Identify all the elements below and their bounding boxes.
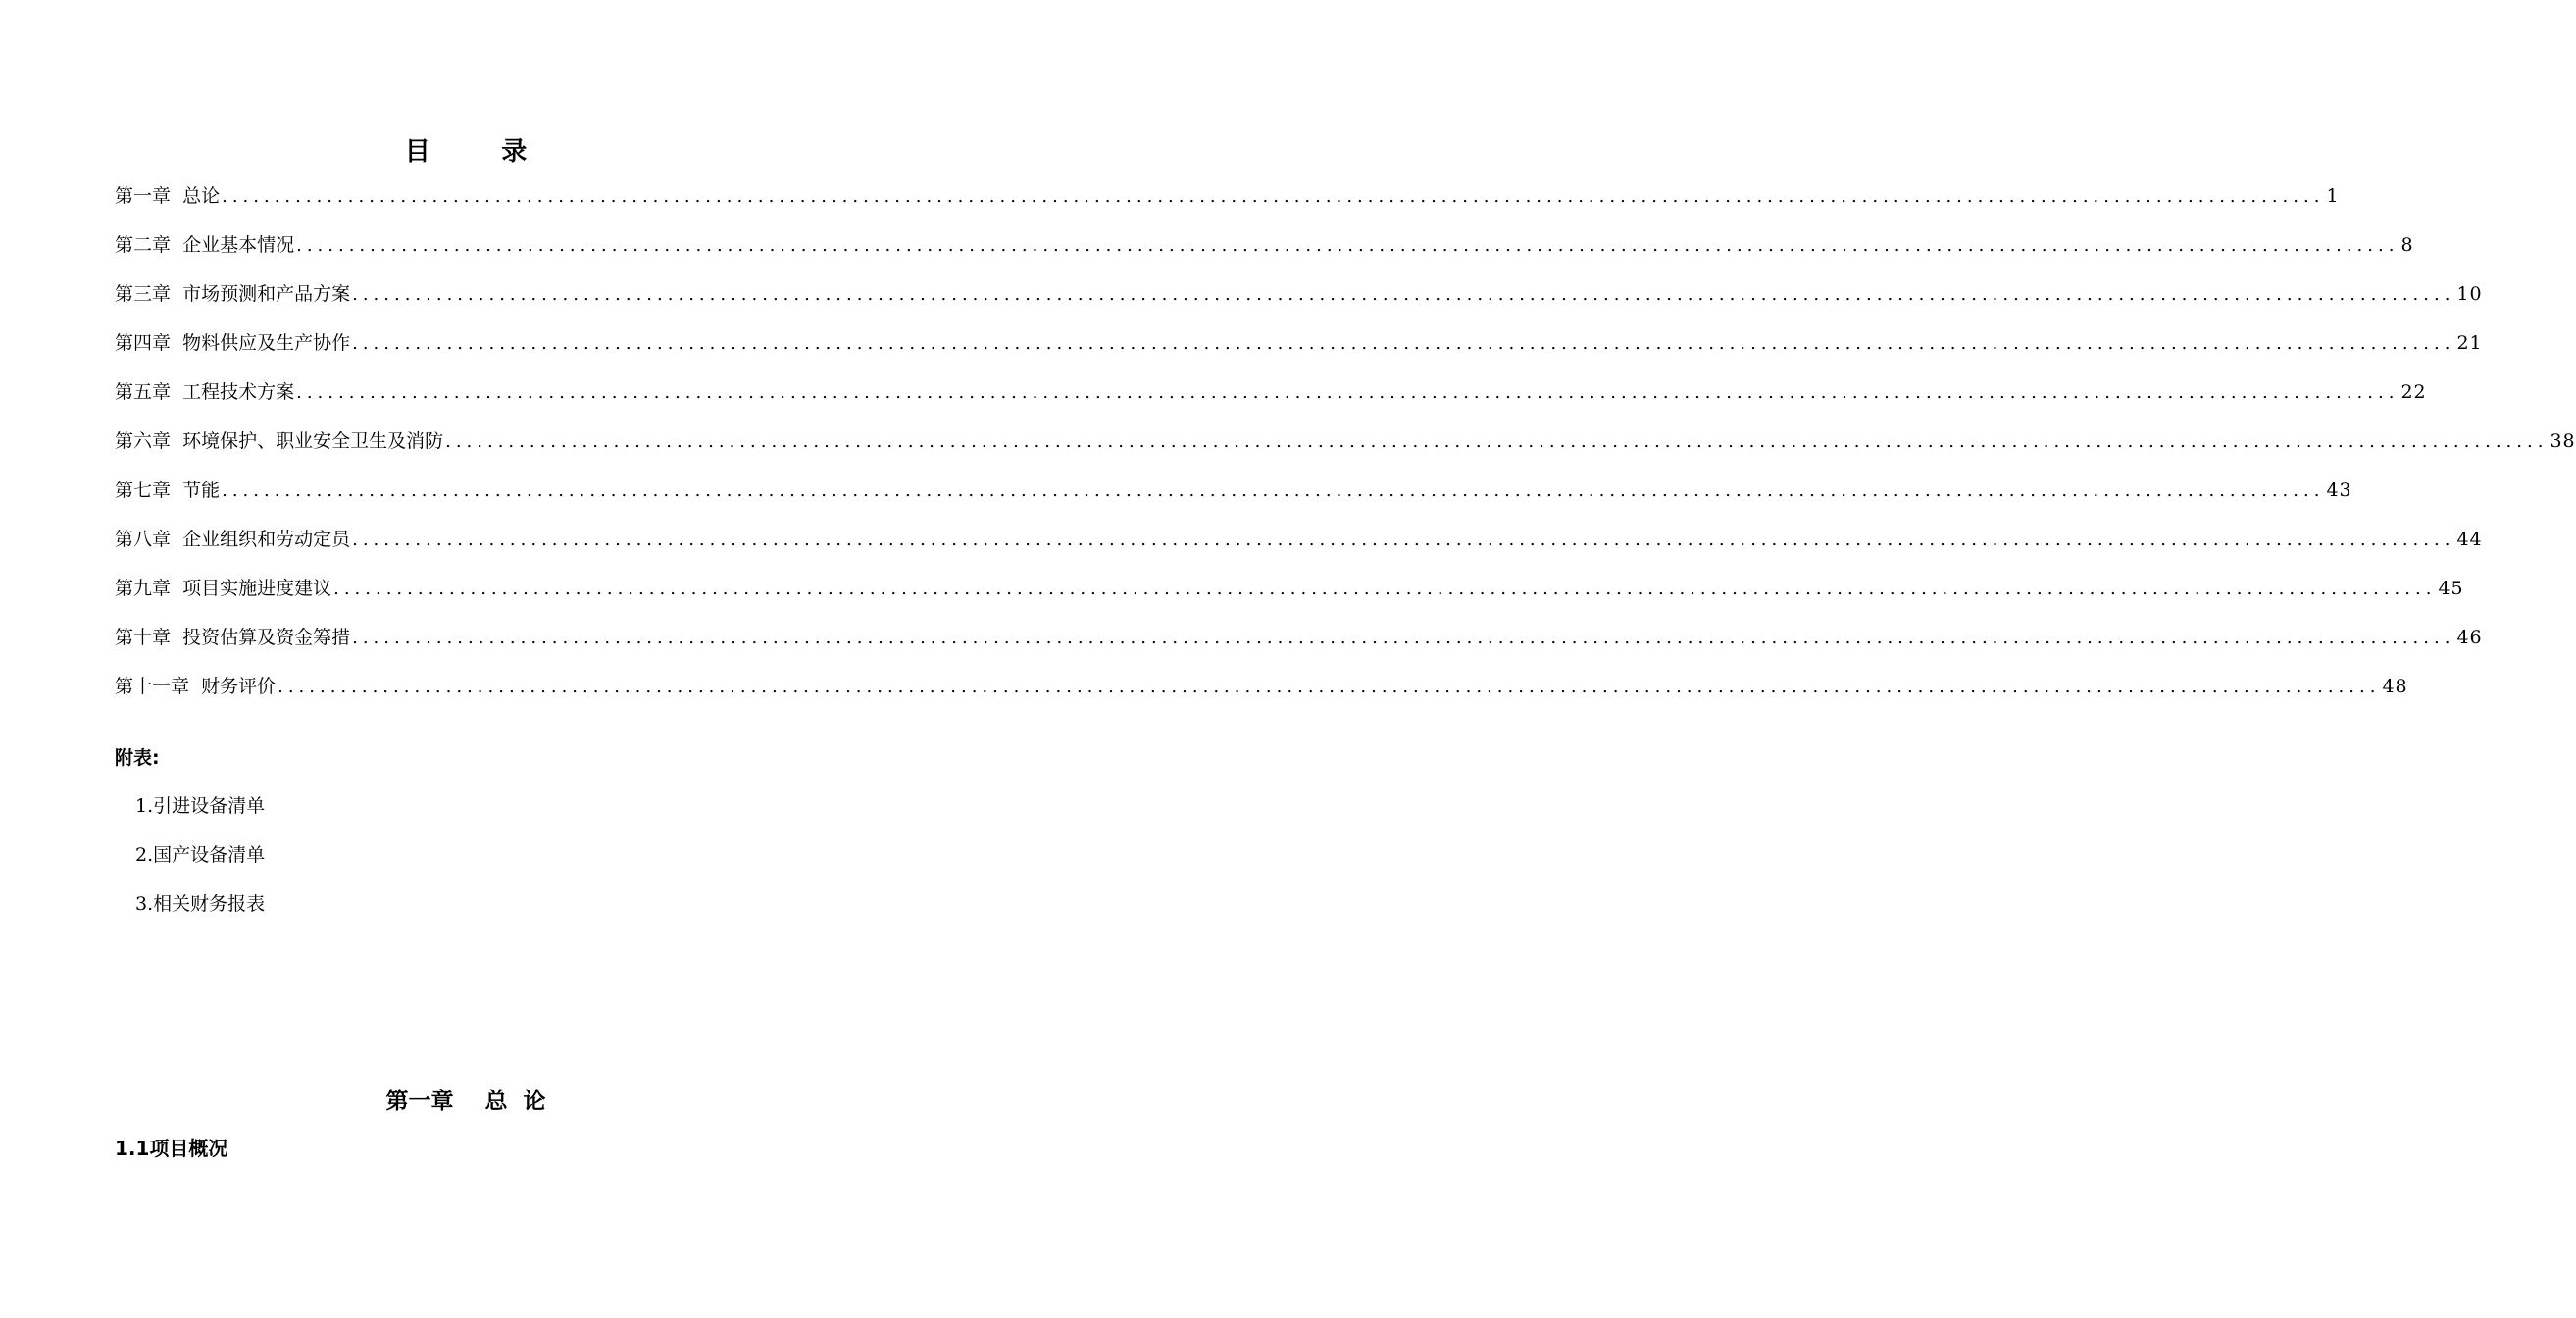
toc-dot-leader: ........................................................................................................................................................................................................ xyxy=(222,481,2325,501)
toc-entry-page: 10 xyxy=(2456,283,2483,305)
toc-dot-leader: ........................................................................................................................................................................................................ xyxy=(352,284,2455,305)
appendix-item: 1.引进设备清单 xyxy=(135,795,266,817)
toc-title: 目 录 xyxy=(404,137,528,167)
toc-entry[interactable] xyxy=(115,328,2483,377)
toc-list xyxy=(115,180,2576,720)
toc-entry-label: 第八章 企业组织和劳动定员 xyxy=(115,529,351,550)
toc-entry[interactable] xyxy=(115,573,2464,622)
toc-dot-leader: ........................................................................................................................................................................................................ xyxy=(352,530,2455,550)
toc-entry-label: 第四章 物料供应及生产协作 xyxy=(115,332,351,354)
toc-entry-label: 第九章 项目实施进度建议 xyxy=(115,578,332,599)
toc-dot-leader: ........................................................................................................................................................................................................ xyxy=(352,333,2455,354)
toc-entry-page: 8 xyxy=(2400,234,2414,256)
toc-entry-page: 43 xyxy=(2326,480,2352,501)
toc-entry[interactable] xyxy=(115,475,2352,524)
toc-entry-label: 第七章 节能 xyxy=(115,480,221,501)
toc-entry[interactable] xyxy=(115,426,2576,475)
toc-entry-page: 1 xyxy=(2326,185,2340,207)
appendix-item: 3.相关财务报表 xyxy=(135,893,266,915)
toc-dot-leader: ........................................................................................................................................................................................................ xyxy=(278,677,2381,697)
toc-entry-label: 第六章 环境保护、职业安全卫生及消防 xyxy=(115,431,444,452)
toc-entry-label: 第一章 总论 xyxy=(115,185,221,207)
toc-entry[interactable] xyxy=(115,622,2483,671)
toc-entry-page: 48 xyxy=(2382,676,2408,697)
toc-entry-page: 22 xyxy=(2400,381,2427,403)
toc-entry[interactable] xyxy=(115,180,2340,229)
appendix-item: 2.国产设备清单 xyxy=(135,844,266,866)
toc-entry-label: 第二章 企业基本情况 xyxy=(115,234,295,256)
toc-entry[interactable] xyxy=(115,279,2483,328)
toc-entry[interactable] xyxy=(115,671,2408,720)
appendix-heading: 附表: xyxy=(115,747,160,769)
toc-entry-page: 44 xyxy=(2456,529,2483,550)
toc-entry-page: 45 xyxy=(2438,578,2464,599)
toc-entry[interactable] xyxy=(115,229,2414,279)
toc-dot-leader: ........................................................................................................................................................................................................ xyxy=(296,235,2399,256)
toc-dot-leader: ........................................................................................................................................................................................................ xyxy=(296,382,2399,403)
toc-entry-label: 第五章 工程技术方案 xyxy=(115,381,295,403)
toc-entry-page: 38 xyxy=(2550,431,2576,452)
toc-entry[interactable] xyxy=(115,377,2427,426)
section-title: 1.1项目概况 xyxy=(115,1137,228,1160)
toc-entry-page: 46 xyxy=(2456,627,2483,648)
toc-dot-leader: ........................................................................................................................................................................................................ xyxy=(352,628,2455,648)
toc-entry-label: 第十一章 财务评价 xyxy=(115,676,277,697)
toc-entry[interactable] xyxy=(115,524,2483,573)
toc-dot-leader: ........................................................................................................................................................................................................ xyxy=(445,431,2549,452)
toc-entry-label: 第十章 投资估算及资金筹措 xyxy=(115,627,351,648)
toc-dot-leader: ........................................................................................................................................................................................................ xyxy=(333,579,2437,599)
toc-dot-leader: ........................................................................................................................................................................................................ xyxy=(222,186,2325,207)
chapter-title: 第一章 总 论 xyxy=(385,1089,546,1114)
toc-entry-page: 21 xyxy=(2456,332,2483,354)
toc-entry-label: 第三章 市场预测和产品方案 xyxy=(115,283,351,305)
appendix-list xyxy=(135,790,265,938)
